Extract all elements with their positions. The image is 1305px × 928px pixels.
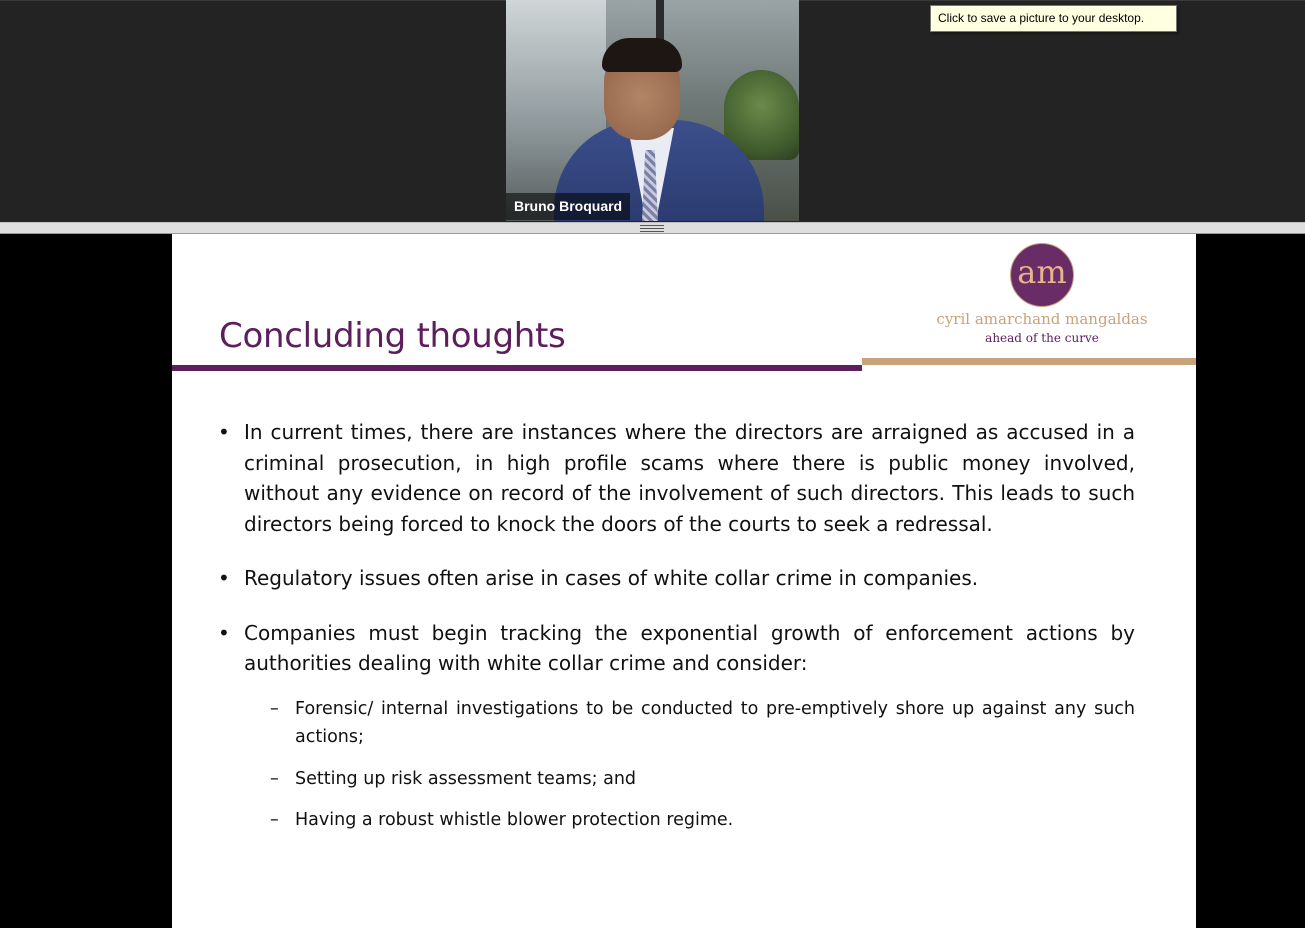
bullet-item: • In current times, there are instances where the directors are arraigned as accused in a criminal prosecution, in high profile scams where there is public money involved, without any evidence on record of the involvement of such directors. This leads to such directors being forced to knock the doors of the courts to seek a redressal.: [218, 417, 1135, 539]
save-picture-tooltip: Click to save a picture to your desktop.: [930, 5, 1177, 32]
sub-bullet-item: – Having a robust whistle blower protection regime.: [244, 806, 1135, 835]
panel-splitter[interactable]: [0, 222, 1305, 234]
sub-bullet-list: [244, 695, 1135, 835]
participant-video[interactable]: [506, 0, 799, 221]
participant-hair: [602, 38, 682, 72]
firm-logo-name: cyril amarchand mangaldas: [936, 310, 1148, 328]
sub-bullet-item: – Forensic/ internal investigations to be conducted to pre-emptively shore up against any such actions;: [244, 695, 1135, 752]
bullet-item: [218, 618, 1135, 835]
bullet-item-text: Companies must begin tracking the exponential growth of enforcement actions by authorities dealing with white collar crime and consider:: [244, 620, 1135, 675]
presentation-slide: [172, 234, 1196, 928]
sub-bullet-item: – Setting up risk assessment teams; and: [244, 765, 1135, 794]
bullet-list: [218, 417, 1135, 859]
title-underline-gold: [862, 358, 1196, 365]
slide-title: Concluding thoughts: [219, 316, 566, 356]
firm-logo-icon: am: [1010, 243, 1074, 307]
title-underline-purple: [172, 365, 862, 371]
bullet-item: • Regulatory issues often arise in cases of white collar crime in companies.: [218, 563, 1135, 594]
participant-name-label: Bruno Broquard: [506, 193, 630, 220]
splitter-grip-icon[interactable]: [640, 225, 664, 232]
firm-logo-tagline: ahead of the curve: [985, 331, 1099, 345]
